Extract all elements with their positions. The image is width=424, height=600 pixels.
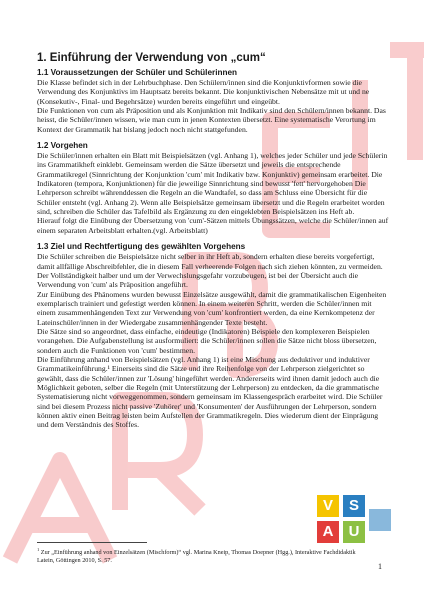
- document-title: 1. Einführung der Verwendung von „cum“: [37, 52, 266, 64]
- section-heading: 1.2 Vorgehen: [37, 141, 88, 151]
- footnote-divider: [37, 542, 147, 543]
- paragraph: Zur Einübung des Phänomens wurden bewusst Einzelsätze ausgewählt, damit die grammatikalischen Eigenheiten exemplarisch trainiert und gefestigt werden können. In einem weiteren Schritt, werden die Schüler/innen mit einem zusammenhängenden Text zur Verwendung von 'cum' konfrontiert werden, da eine Kernkompetenz der Lateinschüler/innen in der Wiedergabe zusammenhängender Texte besteht.: [37, 289, 387, 327]
- logo-letter: A: [316, 520, 340, 544]
- footnote-text: Zur „Einführung anhand von Einzelsätzen (Mischform)“ vgl. Marina Kneip, Thomas Doepner (Hgg.), Interaktive Fachdidaktik Latein, Göttingen 2010, S. 57.: [37, 549, 356, 564]
- paragraph: Die Klasse befindet sich in der Lehrbuchphase. Den Schülern/innen sind die Konjunktivformen sowie die Verwendung des Konjunktivs im Hauptsatz bereits bekannt. Die konjunktivischen Nebensätze mit ut und ne (Konsekutiv-, Final- und Begehrsätze) wurden bereits eingeführt und eingeübt.: [37, 78, 370, 106]
- section-heading: 1.3 Ziel und Rechtfertigung des gewählten Vorgehens: [37, 242, 246, 252]
- page-number: 1: [378, 562, 382, 571]
- paragraph: Die Schüler/innen erhalten ein Blatt mit Beispielsätzen (vgl. Anhang 1), welches jeder Schüler und jede Schülerin ins Grammatikheft einklebt. Gemeinsam werden die Sätze übersetzt und jeweils die entsprechende Grammatikregel (Sinnrichtung der Konjunktion 'cum' mit Indikativ bzw. Konjunktiv) gemeinsam erarbeitet. Die Indikatoren (tempora, Konjunktionen) für die jeweilige Sinnrichtung sind bewusst 'fett' hervorgehoben Die Lehrperson schreibt währenddessen die Regeln an die Wandtafel, so dass am Schluss eine Übersicht für die Schüler entsteht (vgl. Anhang 2). Wenn alle Beispielsätze gemeinsam übersetzt und die Regeln erarbeitet worden sind, schreiben die Schüler das Tafelbild als Ergänzung zu den eingeklebten Beispielsätzen ins Heft ab.: [37, 151, 388, 217]
- section-heading: 1.1 Voraussetzungen der Schüler und Schülerinnen: [37, 68, 238, 77]
- logo-letter: S: [342, 494, 366, 518]
- footnote-marker: 1: [37, 547, 40, 552]
- paragraph: Die Einführung anhand von Beispielsätzen (vgl. Anhang 1) ist eine Mischung aus deduktiver und induktiver Grammatikeinführung.¹ Einerseits sind die Sätze und ihre Reihenfolge von der Lehrperson zielgerichtet so gewählt, dass die Schüler/innen zur 'Lösung' hingeführt werden. Andererseits wird ihnen damit jedoch auch die Möglichkeit geboten, selber die Regeln (mit Unterstützung der Lehrperson) zu entdecken, da die grammatische Systematisierung nicht vorweggenommen, sondern gemeinsam im Klassengespräch erarbeitet wird. Die Schüler sind bei diesem Prozess nicht passive 'Zuhörer' und 'Konsumenten' der Ausführungen der Lehrperson, sondern können aktiv einen Beitrag leisten beim Aufstellen der Grammatikregeln. Dies wiederum dient der Einprägung und dem Verständnis des Stoffes.: [37, 354, 383, 430]
- logo-letter: V: [316, 494, 340, 518]
- paragraph: Die Schüler schreiben die Beispielsätze nicht selber in ihr Heft ab, sondern erhalten diese bereits vorgefertigt, damit allfällige Abschreibfehler, die in diesem Fall verheerende Folgen nach sich ziehen könnten, zu vermeiden. Der Vollständigkeit halber und um der Verwechslungsgefahr vorzubeugen, ist bei der Übersicht auch die Verwendung von 'cum' als Präposition angeführt.: [37, 252, 383, 290]
- paragraph: Die Sätze sind so angeordnet, dass einfache, eindeutige (Indikatoren) Beispiele den komplexeren Beispielen vorangehen. Die Aufgabenstellung ist ausformuliert: die Schüler/innen sollen die Sätze nicht bloss übersetzen, sondern auch die Funktionen von 'cum' bestimmen.: [37, 326, 377, 355]
- document-body: [37, 52, 389, 430]
- publisher-logo: [316, 494, 390, 570]
- logo-letter: U: [342, 520, 366, 544]
- paragraph: Hierauf folgt die Einübung der Übersetzung von 'cum'-Sätzen mittels Übungssätzen, welche die Schüler/innen auf einem separaten Arbeitsblatt erhalten.(vgl. Arbeitsblatt): [37, 216, 389, 235]
- paragraph: Die Funktionen von cum als Präposition und als Konjunktion mit Indikativ sind den Schülern/innen bekannt. Das heisst, die Schüler/innen wissen, wie man cum in jenen Kontexten übersetzt. Eine systematische Verortung im Kontext der Grammatik hat bislang jedoch noch nicht stattgefunden.: [37, 106, 386, 134]
- logo-block: [368, 508, 392, 532]
